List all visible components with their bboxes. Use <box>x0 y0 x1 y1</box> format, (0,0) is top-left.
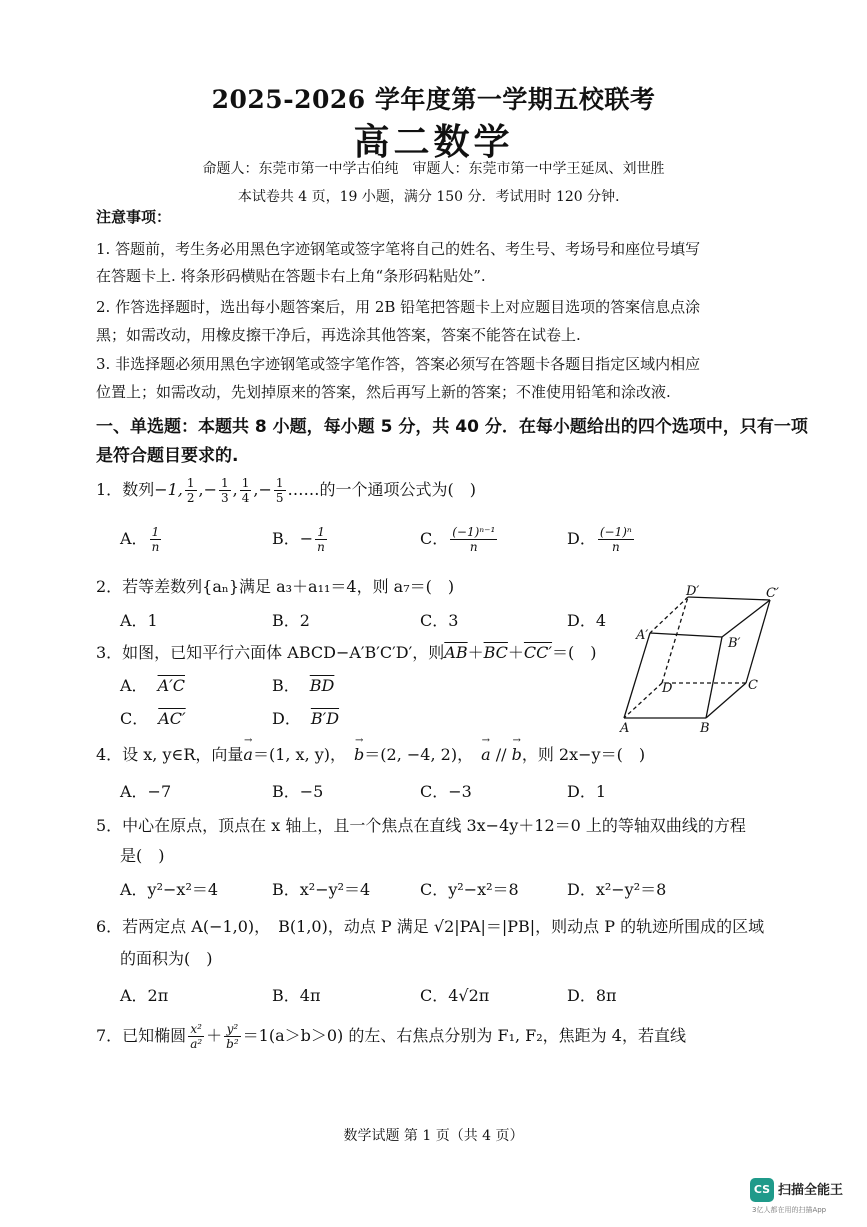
option-label: B． <box>272 529 300 548</box>
scanner-app-tagline: 3亿人都在用的扫描App <box>752 1206 827 1214</box>
option-d <box>272 706 339 729</box>
fraction-denominator: 3 <box>221 491 229 505</box>
fraction-denominator: n <box>611 540 620 554</box>
option-d: D．1 <box>567 782 607 801</box>
fraction-denominator: b² <box>226 1037 239 1051</box>
option-a: A．2π <box>120 986 169 1005</box>
vector-a-value: ＝(1, x, y)， <box>252 745 339 764</box>
vector: $\overline{BC}$ <box>483 643 508 662</box>
label-d-prime: D′ <box>686 585 700 599</box>
notice-line: 在答题卡上. 将条形码横贴在答题卡右上角“条形码粘贴处”. <box>96 267 486 285</box>
fraction-denominator: a² <box>190 1037 203 1051</box>
option-d <box>567 525 636 554</box>
option-label: B． <box>272 676 300 695</box>
option-c <box>420 525 499 554</box>
fraction-denominator: n <box>151 540 160 554</box>
vector: A′C <box>157 676 185 695</box>
edge-b1c1 <box>722 600 770 637</box>
fraction <box>315 525 327 554</box>
vector: $\overline{BD}$ <box>309 676 335 695</box>
fraction <box>274 476 286 505</box>
option-c <box>120 706 186 729</box>
vector: B′D <box>310 709 340 728</box>
fraction-denominator: n <box>469 540 478 554</box>
option-c: C．3 <box>420 611 459 630</box>
scanner-logo-icon: CS <box>750 1178 774 1202</box>
question-5: 5．中心在原点，顶点在 x 轴上，且一个焦点在直线 3x−4y＋12＝0 上的等轴双曲线的方程 <box>96 816 746 835</box>
fraction <box>598 525 634 554</box>
option-label: A． <box>120 676 148 695</box>
q3-text: 3．如图，已知平行六面体 ABCD−A′B′C′D′，则 <box>96 643 445 662</box>
vector: $\overline{AB}$ <box>444 643 468 662</box>
subject-title: 高二数学 <box>353 122 514 163</box>
fraction <box>240 476 252 505</box>
question-3 <box>96 640 597 663</box>
label-c: C <box>748 678 758 693</box>
fraction-numerator: 1 <box>241 476 250 490</box>
plus-sign: ＋ <box>467 643 484 662</box>
option-b <box>272 673 334 696</box>
authors-line: 命题人：东莞市第一中学古伯纯 审题人：东莞市第一中学王延凤、刘世胜 <box>202 161 665 177</box>
option-a: A．1 <box>120 611 158 630</box>
fraction <box>450 525 497 554</box>
separator: ,− <box>198 480 218 499</box>
option-a: A．−7 <box>120 782 172 801</box>
page-footer: 数学试题 第 1 页（共 4 页） <box>343 1128 524 1144</box>
fraction <box>185 476 197 505</box>
notice-line: 黑；如需改动，用橡皮擦干净后，再选涂其他答案，答案不能答在试卷上. <box>96 326 581 344</box>
notice-line: 2. 作答选择题时，选出每小题答案后，用 2B 铅笔把答题卡上对应题目选项的答案信息点涂 <box>96 298 701 316</box>
question-2: 2．若等差数列{aₙ}满足 a₃＋a₁₁＝4，则 a₇＝( ) <box>96 577 455 596</box>
option-a <box>120 525 163 554</box>
fraction-numerator: x² <box>188 1022 204 1037</box>
question-5-cont: 是( ) <box>120 846 165 865</box>
question-1 <box>96 476 476 505</box>
separator: ,− <box>253 480 272 499</box>
notice-line: 1. 答题前，考生务必用黑色字迹钢笔或签字笔将自己的姓名、考生号、考场号和座位号填写 <box>96 240 701 258</box>
fraction <box>150 525 162 554</box>
notice-line: 位置上；如需改动，先划掉原来的答案，然后再写上新的答案；不准使用铅笔和涂改液. <box>96 383 671 401</box>
exam-info-line: 本试卷共 4 页，19 小题，满分 150 分．考试用时 120 分钟． <box>237 189 630 205</box>
notice-title: 注意事项： <box>96 208 172 226</box>
label-d: D <box>662 681 673 696</box>
option-b <box>272 525 329 554</box>
q7-text-end: ＝1(a＞b＞0) 的左、右焦点分别为 F₁, F₂，焦距为 4，若直线 <box>242 1026 686 1045</box>
question-7 <box>96 1022 686 1051</box>
vector-a: → a <box>481 745 491 764</box>
edge-dd1 <box>662 597 688 683</box>
q4-text-end: ，则 2x−y＝( ) <box>521 745 646 764</box>
option-c: C．4√2π <box>420 986 490 1005</box>
option-d: D．x²−y²＝8 <box>567 880 667 899</box>
label-a: A <box>620 721 630 736</box>
fraction-numerator: 1 <box>275 476 284 490</box>
vector: CC′ <box>523 643 553 662</box>
fraction-denominator: n <box>317 540 325 554</box>
q1-suffix: ……的一个通项公式为( ) <box>287 480 477 499</box>
edge-c1d1 <box>688 597 770 600</box>
label-a-prime: A′ <box>636 628 649 643</box>
fraction-numerator: (−1)ⁿ <box>599 525 632 539</box>
option-label: C． <box>420 529 449 548</box>
option-b: B．−5 <box>272 782 324 801</box>
fraction <box>224 1022 241 1051</box>
option-label: D． <box>567 529 596 548</box>
section-title-cont: 是符合题目要求的. <box>96 446 239 466</box>
option-c: C．y²−x²＝8 <box>420 880 519 899</box>
option-d: D．8π <box>567 986 617 1005</box>
option-label: C． <box>120 709 149 728</box>
fraction-numerator: (−1)ⁿ⁻¹ <box>452 525 496 539</box>
scanner-app-name: 扫描全能王 <box>778 1183 844 1198</box>
label-c-prime: C′ <box>766 586 779 601</box>
edge-aa1 <box>624 633 650 718</box>
vector-b-value: ＝(2, −4, 2)， <box>364 745 466 764</box>
option-label: A． <box>120 529 148 548</box>
question-4 <box>96 742 645 765</box>
parallel-sign: // <box>490 745 512 764</box>
q3-text-end: ＝( ) <box>552 643 597 662</box>
vector-b: → b <box>354 745 364 764</box>
q1-seq-start: −1, <box>154 480 183 499</box>
question-6: 6．若两定点 A(−1,0)， B(1,0)，动点 P 满足 √2|PA|＝|PB|，则动点 P 的轨迹所围成的区域 <box>96 917 765 936</box>
fraction-numerator: 1 <box>221 476 229 490</box>
option-b: B．x²−y²＝4 <box>272 880 371 899</box>
separator: , <box>232 480 238 499</box>
vector-a: → a <box>243 745 253 764</box>
edge-a1b1 <box>650 633 722 637</box>
option-d: D．4 <box>567 611 607 630</box>
question-6-cont: 的面积为( ) <box>120 949 213 968</box>
fraction-denominator: 4 <box>241 491 250 505</box>
vector: AC′ <box>158 709 186 728</box>
vector-b: → b <box>512 745 522 764</box>
parallelepiped-figure <box>610 585 790 740</box>
plus-sign: ＋ <box>206 1026 223 1045</box>
question-number: 1． <box>96 480 123 499</box>
fraction <box>188 1022 204 1051</box>
option-b: B．4π <box>272 986 321 1005</box>
q7-text: 7．已知椭圆 <box>96 1026 187 1045</box>
option-a <box>120 673 185 696</box>
fraction-numerator: 1 <box>150 525 162 540</box>
fraction-numerator: 1 <box>186 476 195 490</box>
minus-sign: − <box>299 529 314 548</box>
fraction <box>219 476 231 505</box>
section-title: 一、单选题：本题共 8 小题，每小题 5 分，共 40 分．在每小题给出的四个选项中，只有一项 <box>96 417 808 437</box>
label-b: B <box>700 721 710 736</box>
exam-title: 2025-2026 学年度第一学期五校联考 <box>211 85 656 114</box>
fraction-numerator: y² <box>224 1022 241 1037</box>
plus-sign: ＋ <box>507 643 524 662</box>
option-label: D． <box>272 709 301 728</box>
q4-text: 4．设 x, y∈R，向量 <box>96 745 244 764</box>
edge-cc1 <box>746 600 770 683</box>
fraction-denominator: 2 <box>186 491 195 505</box>
option-c: C．−3 <box>420 782 472 801</box>
notice-line: 3. 非选择题必须用黑色字迹钢笔或签字笔作答，答案必须写在答题卡各题目指定区域内相应 <box>96 355 701 373</box>
option-b: B．2 <box>272 611 310 630</box>
label-b-prime: B′ <box>728 636 741 651</box>
fraction-numerator: 1 <box>315 525 327 540</box>
option-a: A．y²−x²＝4 <box>120 880 219 899</box>
q1-prefix: 数列 <box>122 480 155 499</box>
fraction-denominator: 5 <box>275 491 284 505</box>
